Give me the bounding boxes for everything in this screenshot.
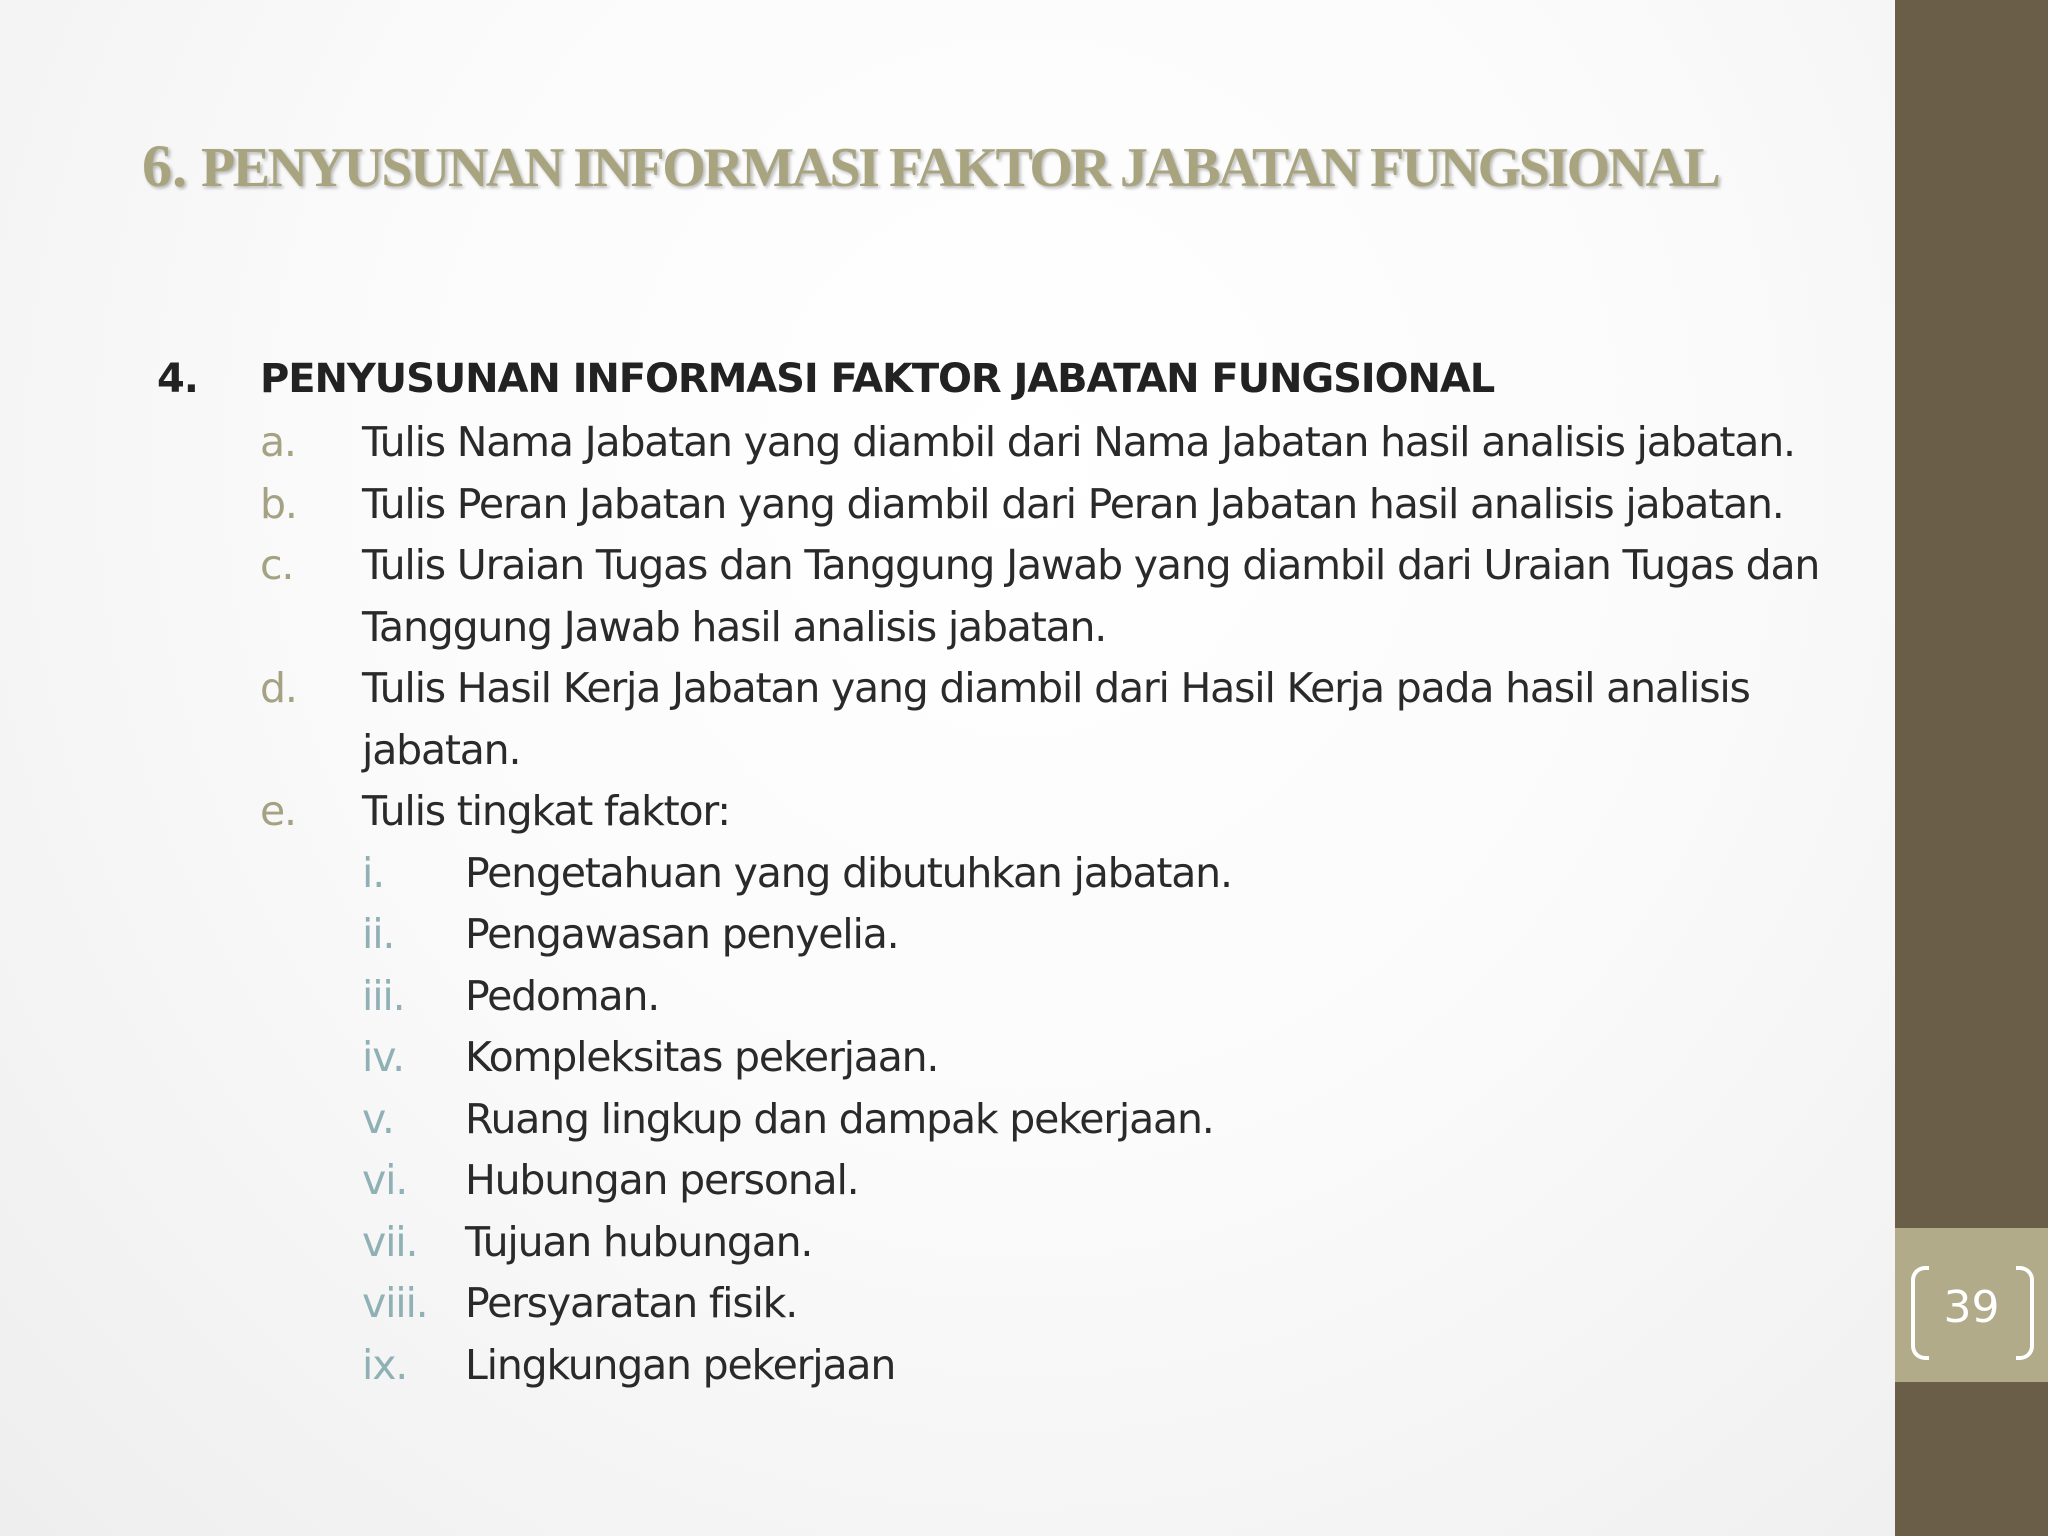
sublist-item-text: Hubungan personal. <box>465 1156 859 1204</box>
list-item-marker: e. <box>260 787 296 835</box>
section-title: PENYUSUNAN INFORMASI FAKTOR JABATAN FUNGSIONAL <box>260 356 1495 402</box>
section-number: 4. <box>157 356 198 402</box>
sublist-item-text: Pengetahuan yang dibutuhkan jabatan. <box>465 849 1232 897</box>
sublist-item-text: Tujuan hubungan. <box>465 1218 813 1266</box>
list-item-text: Tulis Nama Jabatan yang diambil dari Nama Jabatan hasil analisis jabatan. <box>362 418 1795 466</box>
slide-title-text: PENYUSUNAN INFORMASI FAKTOR JABATAN FUNGSIONAL <box>201 137 1719 199</box>
sublist-item-marker: i. <box>362 849 385 897</box>
list-item-marker: b. <box>260 480 297 528</box>
sublist-item-marker: iv. <box>362 1033 404 1081</box>
sublist-item-marker: viii. <box>362 1279 428 1327</box>
slide-title <box>142 132 1842 201</box>
sublist-item-text: Kompleksitas pekerjaan. <box>465 1033 939 1081</box>
sublist-item-marker: v. <box>362 1095 394 1143</box>
sublist-item-text: Ruang lingkup dan dampak pekerjaan. <box>465 1095 1214 1143</box>
list-item-text-continued: jabatan. <box>362 726 521 774</box>
page-number: 39 <box>1943 1282 2000 1333</box>
page-number-box <box>1895 1228 2048 1382</box>
list-item-marker: a. <box>260 418 296 466</box>
list-item-marker: c. <box>260 541 294 589</box>
sublist-item-marker: vii. <box>362 1218 418 1266</box>
slide-title-number: 6. <box>142 133 187 199</box>
sublist-item-marker: iii. <box>362 972 405 1020</box>
list-item-text: Tulis Peran Jabatan yang diambil dari Peran Jabatan hasil analisis jabatan. <box>362 480 1784 528</box>
sublist-item-marker: ix. <box>362 1341 408 1389</box>
list-item-text: Tulis Hasil Kerja Jabatan yang diambil dari Hasil Kerja pada hasil analisis <box>362 664 1750 712</box>
sublist-item-text: Pengawasan penyelia. <box>465 910 899 958</box>
sublist-item-text: Persyaratan fisik. <box>465 1279 798 1327</box>
list-item-text: Tulis tingkat faktor: <box>362 787 730 835</box>
sublist-item-text: Pedoman. <box>465 972 660 1020</box>
sublist-item-text: Lingkungan pekerjaan <box>465 1341 896 1389</box>
list-item-text-continued: Tanggung Jawab hasil analisis jabatan. <box>362 603 1107 651</box>
list-item-text: Tulis Uraian Tugas dan Tanggung Jawab yang diambil dari Uraian Tugas dan <box>362 541 1820 589</box>
list-item-marker: d. <box>260 664 297 712</box>
sublist-item-marker: ii. <box>362 910 395 958</box>
sublist-item-marker: vi. <box>362 1156 408 1204</box>
